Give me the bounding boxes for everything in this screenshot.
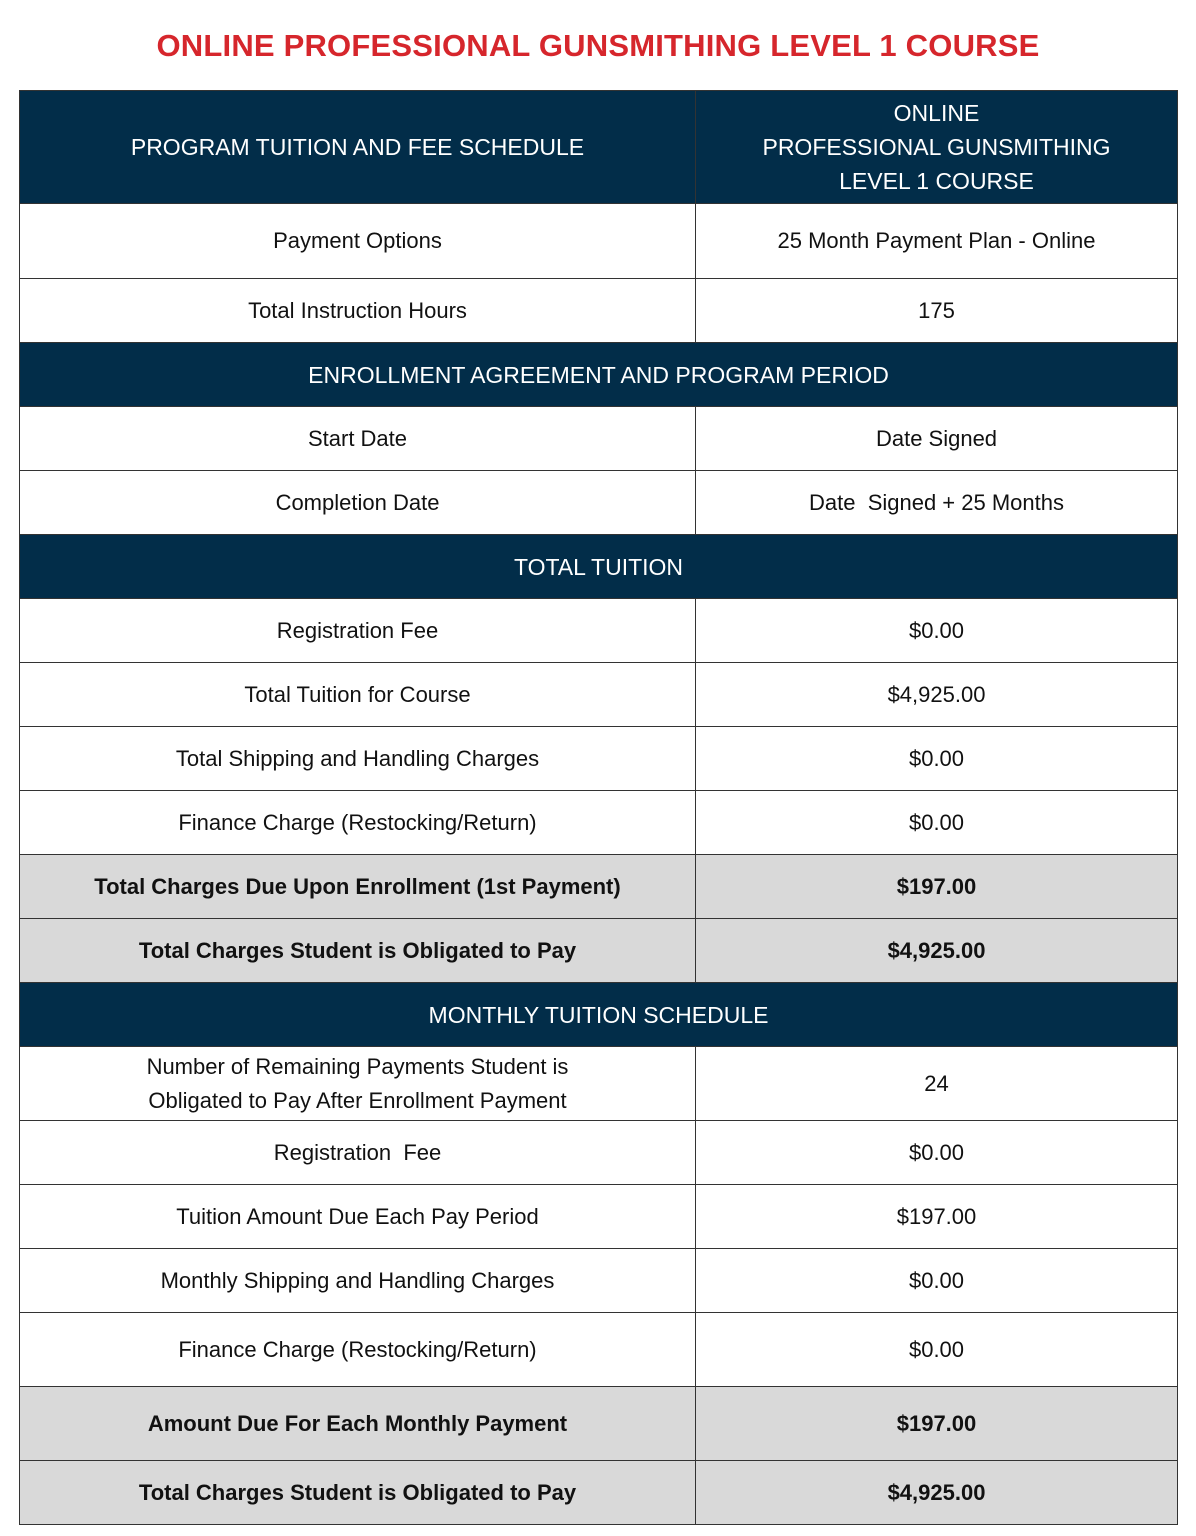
row-value: 24 [696, 1047, 1178, 1121]
row-value: $0.00 [696, 1313, 1178, 1387]
row-label: Finance Charge (Restocking/Return) [20, 791, 696, 855]
table-row-monthly-shipping [20, 1249, 1178, 1313]
table-header-row [20, 91, 1178, 204]
row-label: Amount Due For Each Monthly Payment [20, 1387, 696, 1461]
section-title: ENROLLMENT AGREEMENT AND PROGRAM PERIOD [20, 343, 1178, 407]
row-label: Registration Fee [20, 1121, 696, 1185]
row-label: Payment Options [20, 204, 696, 279]
row-label: Completion Date [20, 471, 696, 535]
row-value: $0.00 [696, 791, 1178, 855]
row-value: $4,925.00 [696, 663, 1178, 727]
row-value: $197.00 [696, 1387, 1178, 1461]
row-label: Tuition Amount Due Each Pay Period [20, 1185, 696, 1249]
table-row-start-date [20, 407, 1178, 471]
section-title: MONTHLY TUITION SCHEDULE [20, 983, 1178, 1047]
row-value: 175 [696, 279, 1178, 343]
total-row-monthly-payment [20, 1387, 1178, 1461]
row-label: Total Charges Due Upon Enrollment (1st Payment) [20, 855, 696, 919]
header-right-line: ONLINE [893, 100, 980, 126]
section-header-monthly-schedule [20, 983, 1178, 1047]
header-right-line: LEVEL 1 COURSE [839, 168, 1034, 194]
row-value: 25 Month Payment Plan - Online [696, 204, 1178, 279]
row-value: $0.00 [696, 1121, 1178, 1185]
row-value: Date Signed [696, 407, 1178, 471]
row-label-line: Obligated to Pay After Enrollment Payment [148, 1087, 567, 1113]
table-row-completion-date [20, 471, 1178, 535]
section-header-enrollment [20, 343, 1178, 407]
table-row-shipping-handling [20, 727, 1178, 791]
total-row-obligated-to-pay [20, 919, 1178, 983]
header-left: PROGRAM TUITION AND FEE SCHEDULE [20, 91, 696, 204]
total-row-due-upon-enrollment [20, 855, 1178, 919]
row-label: Total Charges Student is Obligated to Pay [20, 1461, 696, 1525]
row-label: Monthly Shipping and Handling Charges [20, 1249, 696, 1313]
table-row-payment-options [20, 204, 1178, 279]
row-value: Date Signed + 25 Months [696, 471, 1178, 535]
row-value: $0.00 [696, 599, 1178, 663]
table-row-remaining-payments [20, 1047, 1178, 1121]
row-label: Registration Fee [20, 599, 696, 663]
row-label: Total Shipping and Handling Charges [20, 727, 696, 791]
row-label: Finance Charge (Restocking/Return) [20, 1313, 696, 1387]
table-row-instruction-hours [20, 279, 1178, 343]
row-value: $0.00 [696, 727, 1178, 791]
row-value: $197.00 [696, 855, 1178, 919]
table-row-monthly-registration-fee [20, 1121, 1178, 1185]
tuition-fee-table [19, 90, 1178, 1525]
header-right [696, 91, 1178, 204]
total-row-monthly-obligated [20, 1461, 1178, 1525]
table-row-registration-fee [20, 599, 1178, 663]
row-label: Start Date [20, 407, 696, 471]
row-label [20, 1047, 696, 1121]
row-value: $4,925.00 [696, 1461, 1178, 1525]
row-value: $197.00 [696, 1185, 1178, 1249]
row-label: Total Tuition for Course [20, 663, 696, 727]
row-label: Total Charges Student is Obligated to Pay [20, 919, 696, 983]
header-right-line: PROFESSIONAL GUNSMITHING [762, 134, 1111, 160]
row-value: $4,925.00 [696, 919, 1178, 983]
table-row-monthly-finance-charge [20, 1313, 1178, 1387]
section-title: TOTAL TUITION [20, 535, 1178, 599]
row-label: Total Instruction Hours [20, 279, 696, 343]
table-row-tuition-per-period [20, 1185, 1178, 1249]
table-row-total-tuition [20, 663, 1178, 727]
row-label-line: Number of Remaining Payments Student is [146, 1053, 569, 1079]
table-row-finance-charge [20, 791, 1178, 855]
section-header-total-tuition [20, 535, 1178, 599]
row-value: $0.00 [696, 1249, 1178, 1313]
document-title: ONLINE PROFESSIONAL GUNSMITHING LEVEL 1 COURSE [156, 28, 1040, 63]
